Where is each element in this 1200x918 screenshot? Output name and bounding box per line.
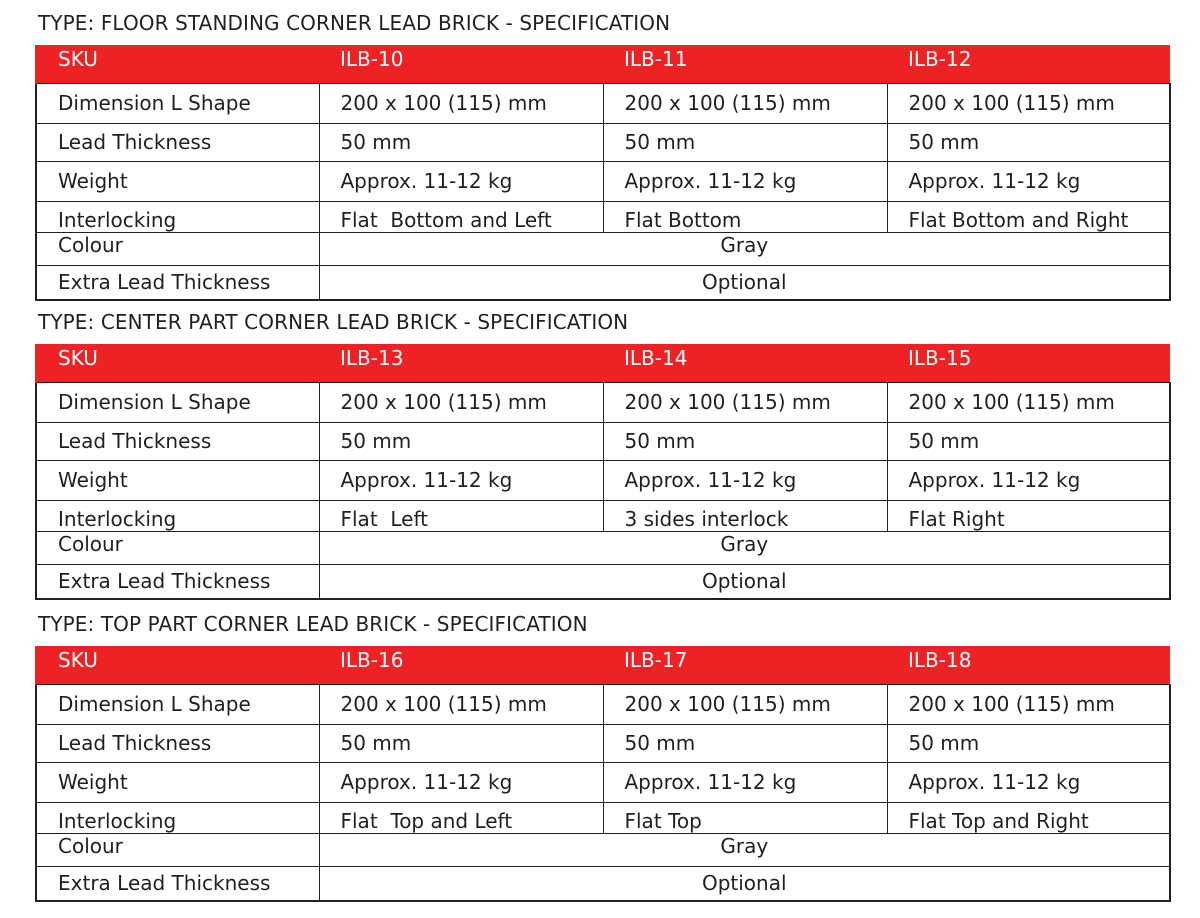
table-cell: 3 sides interlock: [603, 500, 887, 531]
row-label: Colour: [36, 833, 319, 866]
row-label: Lead Thickness: [36, 123, 319, 161]
sku-header: SKU: [36, 344, 319, 382]
row-label: Interlocking: [36, 201, 319, 232]
table-cell: 200 x 100 (115) mm: [603, 83, 887, 123]
table-cell: Flat Top and Left: [319, 802, 603, 833]
table-row-dimension: [36, 684, 1170, 724]
table-row-thickness: [36, 123, 1170, 161]
merged-cell: Gray: [319, 232, 1170, 265]
table-cell: Approx. 11-12 kg: [887, 762, 1170, 802]
sku-cell: ILB-10: [319, 45, 603, 83]
row-label: Colour: [36, 531, 319, 564]
merged-cell: Optional: [319, 265, 1170, 300]
table-cell: 200 x 100 (115) mm: [887, 83, 1170, 123]
sku-cell: ILB-16: [319, 646, 603, 684]
table-row-weight: [36, 762, 1170, 802]
table-row-weight: [36, 161, 1170, 201]
table-cell: Approx. 11-12 kg: [319, 762, 603, 802]
section-title-floor-standing: TYPE: FLOOR STANDING CORNER LEAD BRICK - SPECIFICATION: [38, 11, 671, 35]
table-cell: 50 mm: [603, 123, 887, 161]
table-cell: 200 x 100 (115) mm: [603, 684, 887, 724]
merged-cell: Optional: [319, 866, 1170, 901]
table-cell: 50 mm: [887, 724, 1170, 762]
section-title-center-part: TYPE: CENTER PART CORNER LEAD BRICK - SPECIFICATION: [38, 310, 629, 334]
table-row-interlocking: [36, 802, 1170, 833]
table-cell: 200 x 100 (115) mm: [319, 83, 603, 123]
table-cell: 50 mm: [319, 724, 603, 762]
table-cell: 50 mm: [603, 422, 887, 460]
table-cell: 50 mm: [887, 422, 1170, 460]
table-cell: 50 mm: [319, 422, 603, 460]
table-row-colour: [36, 833, 1170, 866]
table-row-weight: [36, 460, 1170, 500]
spec-table-floor-standing: [35, 45, 1171, 301]
sku-cell: ILB-17: [603, 646, 887, 684]
table-cell: Approx. 11-12 kg: [603, 460, 887, 500]
sku-header: SKU: [36, 45, 319, 83]
table-cell: Flat Top: [603, 802, 887, 833]
table-cell: 200 x 100 (115) mm: [887, 684, 1170, 724]
table-cell: Flat Bottom and Left: [319, 201, 603, 232]
table-header-row: [36, 646, 1170, 684]
table-cell: Approx. 11-12 kg: [887, 161, 1170, 201]
section-title-top-part: TYPE: TOP PART CORNER LEAD BRICK - SPECIFICATION: [38, 612, 588, 636]
sku-cell: ILB-11: [603, 45, 887, 83]
table-cell: 200 x 100 (115) mm: [319, 684, 603, 724]
sku-cell: ILB-13: [319, 344, 603, 382]
row-label: Dimension L Shape: [36, 382, 319, 422]
row-label: Dimension L Shape: [36, 684, 319, 724]
table-row-thickness: [36, 422, 1170, 460]
table-row-extra-thickness: [36, 265, 1170, 300]
table-cell: Approx. 11-12 kg: [887, 460, 1170, 500]
sku-cell: ILB-18: [887, 646, 1170, 684]
row-label: Weight: [36, 460, 319, 500]
row-label: Dimension L Shape: [36, 83, 319, 123]
sku-cell: ILB-12: [887, 45, 1170, 83]
table-row-extra-thickness: [36, 564, 1170, 599]
row-label: Interlocking: [36, 802, 319, 833]
merged-cell: Gray: [319, 833, 1170, 866]
table-row-dimension: [36, 382, 1170, 422]
table-row-colour: [36, 232, 1170, 265]
table-header-row: [36, 45, 1170, 83]
row-label: Interlocking: [36, 500, 319, 531]
table-cell: Flat Right: [887, 500, 1170, 531]
table-cell: 50 mm: [887, 123, 1170, 161]
sku-header: SKU: [36, 646, 319, 684]
table-cell: 50 mm: [319, 123, 603, 161]
spec-table-top-part: [35, 646, 1171, 902]
merged-cell: Gray: [319, 531, 1170, 564]
sku-cell: ILB-15: [887, 344, 1170, 382]
row-label: Lead Thickness: [36, 724, 319, 762]
table-cell: 200 x 100 (115) mm: [887, 382, 1170, 422]
row-label: Extra Lead Thickness: [36, 265, 319, 300]
table-cell: Approx. 11-12 kg: [603, 161, 887, 201]
table-cell: Flat Top and Right: [887, 802, 1170, 833]
row-label: Colour: [36, 232, 319, 265]
sku-cell: ILB-14: [603, 344, 887, 382]
row-label: Weight: [36, 161, 319, 201]
table-cell: Flat Bottom and Right: [887, 201, 1170, 232]
row-label: Weight: [36, 762, 319, 802]
table-cell: Flat Left: [319, 500, 603, 531]
row-label: Lead Thickness: [36, 422, 319, 460]
table-row-interlocking: [36, 500, 1170, 531]
merged-cell: Optional: [319, 564, 1170, 599]
table-cell: Approx. 11-12 kg: [319, 460, 603, 500]
table-cell: 200 x 100 (115) mm: [319, 382, 603, 422]
table-cell: 50 mm: [603, 724, 887, 762]
table-row-extra-thickness: [36, 866, 1170, 901]
table-cell: 200 x 100 (115) mm: [603, 382, 887, 422]
spec-table-center-part: [35, 344, 1171, 600]
row-label: Extra Lead Thickness: [36, 564, 319, 599]
table-row-thickness: [36, 724, 1170, 762]
table-row-colour: [36, 531, 1170, 564]
table-row-interlocking: [36, 201, 1170, 232]
table-cell: Flat Bottom: [603, 201, 887, 232]
table-cell: Approx. 11-12 kg: [319, 161, 603, 201]
table-cell: Approx. 11-12 kg: [603, 762, 887, 802]
table-row-dimension: [36, 83, 1170, 123]
row-label: Extra Lead Thickness: [36, 866, 319, 901]
table-header-row: [36, 344, 1170, 382]
